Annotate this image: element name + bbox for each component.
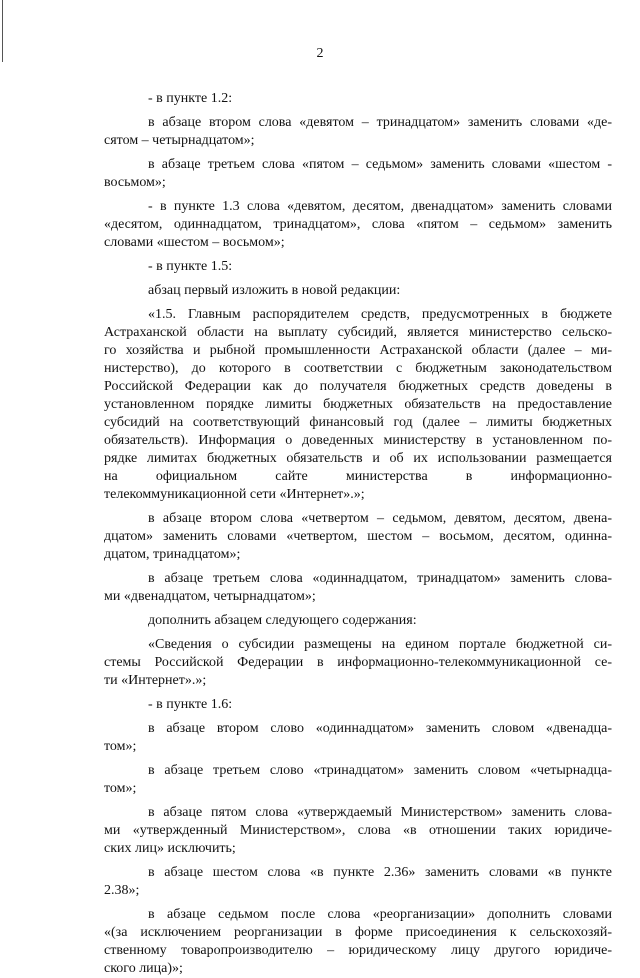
text-line: том»; [104,739,137,754]
text-line: «Сведения о субсидии размещены на едином портале бюджетной си- [148,637,612,652]
text-line: дополнить абзацем следующего содержания: [148,613,417,628]
text-line: ственному товаропроизводителю – юридическому лицу другого юридиче- [104,943,612,958]
text-line: стемы Российской Федерации в информационно-телекоммуникационной се- [104,655,612,670]
text-line: Российской Федерации как до получателя бюджетных средств доведены в [104,379,612,394]
text-line: ми «утвержденный Министерством», слова «в отношении таких юридиче- [104,823,612,838]
text-line: в абзаце шестом слова «в пункте 2.36» заменить словами «в пункте [148,865,612,880]
text-line: телекоммуникационной сети «Интернет».»; [104,487,365,502]
text-line: рядке лимитах бюджетных обязательств и об их использовании размещается [104,451,612,466]
text-line: в абзаце седьмом после слова «реорганизации» дополнить словами [148,907,612,922]
text-line: в абзаце пятом слова «утверждаемый Министерством» заменить слова- [148,805,612,820]
text-line: го хозяйства и рыбной промышленности Астраханской области (далее – ми- [104,343,612,358]
text-line: субсидий на соответствующий финансовый год (далее – лимиты бюджетных [104,415,612,430]
text-line: на официальном сайте министерства в информационно- [104,469,612,484]
text-line: дцатом» заменить словами «четвертом, шестом – восьмом, десятом, одинна- [104,529,612,544]
text-line: нистерство), до которого в соответствии с бюджетным законодательством [104,361,612,376]
text-line: - в пункте 1.5: [148,259,233,274]
text-line: словами «шестом – восьмом»; [104,235,285,250]
text-line: 2.38»; [104,883,140,898]
text-line: том»; [104,781,137,796]
text-line: обязательств). Информация о доведенных министерству в установленном по- [104,433,612,448]
page-number: 2 [316,46,324,61]
text-line: в абзаце втором слово «одиннадцатом» заменить словом «двенадца- [148,721,612,736]
text-line: абзац первый изложить в новой редакции: [148,283,401,298]
text-line: ских лиц» исключить; [104,841,236,856]
text-line: в абзаце третьем слова «одиннадцатом, тринадцатом» заменить слова- [148,571,612,586]
text-line: ти «Интернет».»; [104,673,207,688]
text-line: в абзаце третьем слова «пятом – седьмом» заменить словами «шестом - [148,157,612,172]
text-line: установленном порядке лимиты бюджетных обязательств на предоставление [104,397,612,412]
text-line: «(за исключением реорганизации в форме присоединения к сельскохозяй- [104,925,612,940]
text-line: сятом – четырнадцатом»; [104,133,255,148]
text-line: ского лица)»; [104,961,183,976]
text-line: дцатом, тринадцатом»; [104,547,241,562]
text-line: Астраханской области на выплату субсидий, является министерство сельско- [104,325,612,340]
text-line: ми «двенадцатом, четырнадцатом»; [104,589,316,604]
text-line: в абзаце втором слова «девятом – тринадцатом» заменить словами «де- [148,115,612,130]
text-line: в абзаце втором слова «четвертом – седьмом, девятом, десятом, двена- [148,511,612,526]
document-body [104,90,612,978]
text-line: в абзаце третьем слово «тринадцатом» заменить словом «четырнадца- [148,763,612,778]
text-line: - в пункте 1.6: [148,697,233,712]
text-line: восьмом»; [104,175,166,190]
text-line: «1.5. Главным распорядителем средств, предусмотренных в бюджете [148,307,612,322]
text-line: - в пункте 1.2: [148,91,233,106]
text-line: «десятом, одиннадцатом, тринадцатом», слова «пятом – седьмом» заменить [104,217,612,232]
text-line: - в пункте 1.3 слова «девятом, десятом, двенадцатом» заменить словами [148,199,612,214]
